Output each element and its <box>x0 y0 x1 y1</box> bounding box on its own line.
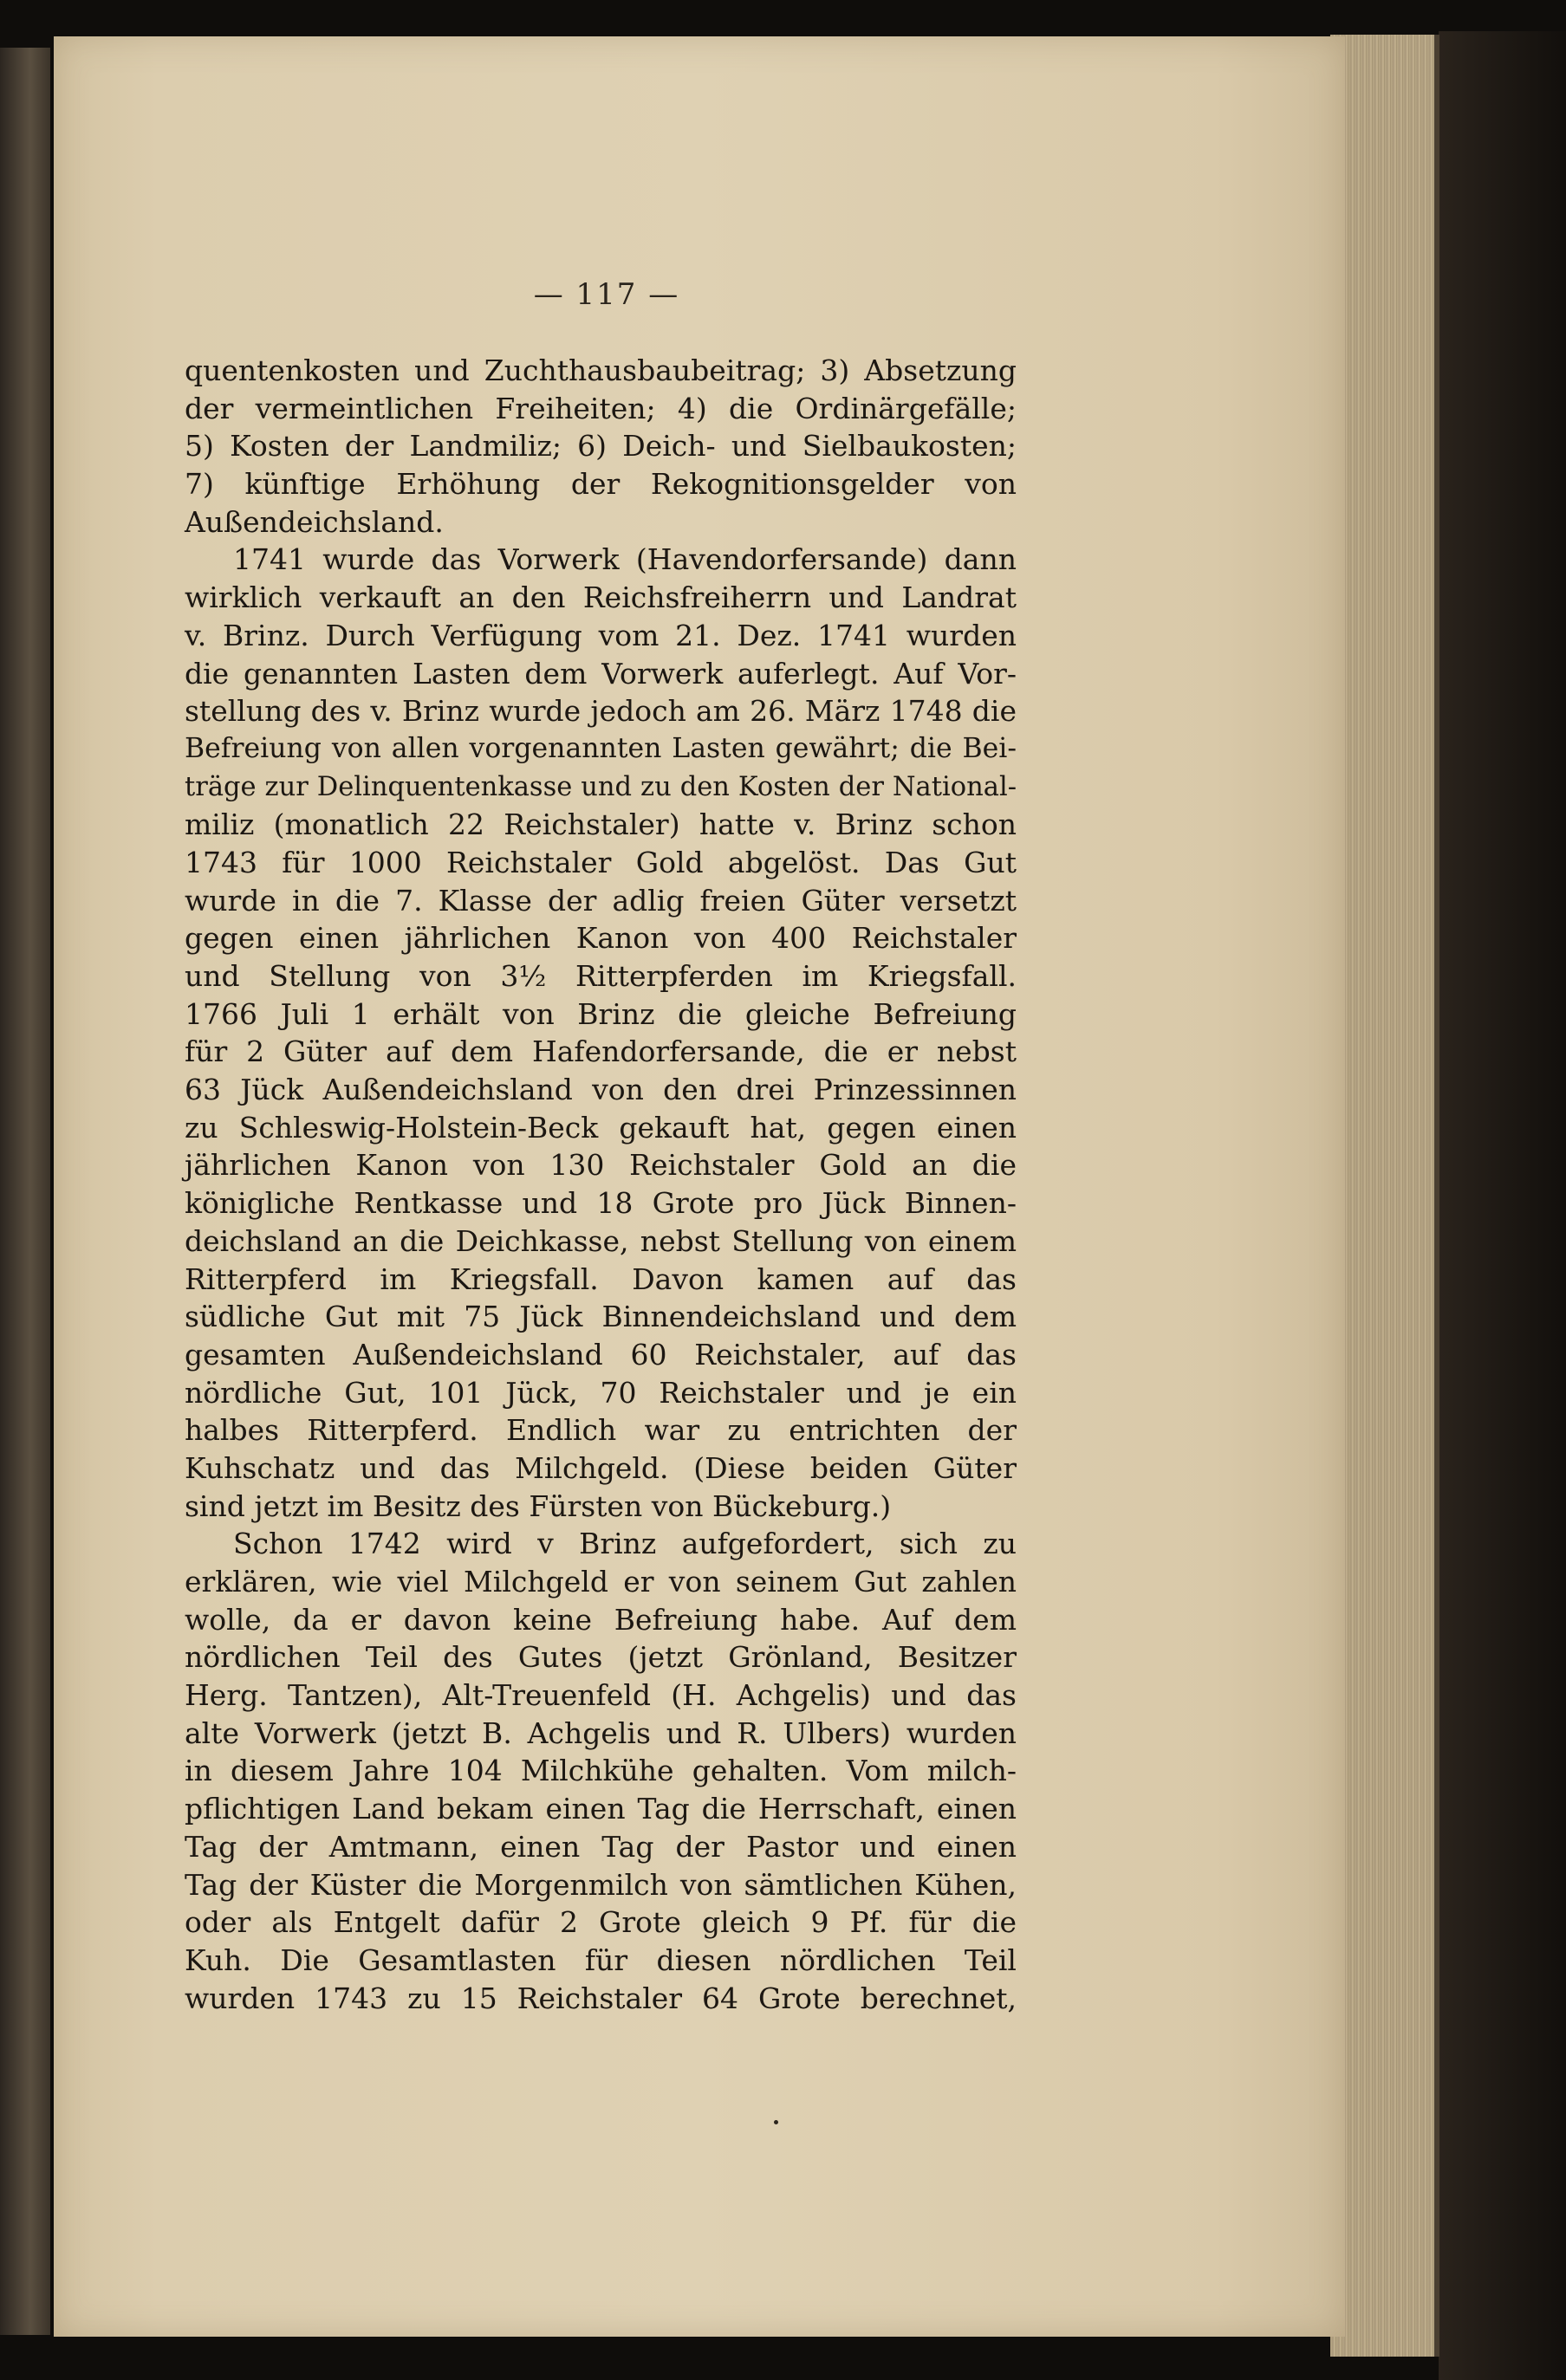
text-line: Befreiung von allen vorgenannten Lasten gewährt; die Bei- <box>185 732 1017 764</box>
text-line: und Stellung von 3½ Ritterpferden im Kriegsfall. <box>185 959 1017 993</box>
text-line: Ritterpferd im Kriegsfall. Davon kamen auf das <box>185 1261 1017 1296</box>
previous-page-edge <box>0 48 50 2335</box>
text-line: der vermeintlichen Freiheiten; 4) die Ordinärgefälle; <box>185 391 1017 425</box>
text-line: wurde in die 7. Klasse der adlig freien Güter versetzt <box>185 883 1017 918</box>
text-line: deichsland an die Deichkasse, nebst Stellung von einem <box>185 1223 1017 1258</box>
text-line: wirklich verkauft an den Reichsfreiherrn und Landrat <box>185 580 1017 615</box>
text-line: jährlichen Kanon von 130 Reichstaler Gold an die <box>185 1148 1017 1183</box>
text-line: für 2 Güter auf dem Hafendorfersande, die er nebst <box>185 1034 1017 1069</box>
text-line: gegen einen jährlichen Kanon von 400 Reichstaler <box>185 921 1017 956</box>
text-line: 5) Kosten der Landmiliz; 6) Deich- und Sielbaukosten; <box>185 429 1017 464</box>
text-line: träge zur Delinquentenkasse und zu den Kosten der National- <box>185 771 1017 802</box>
page-number: — 117 — <box>533 277 680 312</box>
text-line: halbes Ritterpferd. Endlich war zu entrichten der <box>185 1413 1017 1448</box>
text-line: 63 Jück Außendeichsland von den drei Prinzessinnen <box>185 1073 1017 1107</box>
text-line: 1766 Juli 1 erhält von Brinz die gleiche Befreiung <box>185 996 1017 1031</box>
text-line: 7) künftige Erhöhung der Rekognitionsgelder von <box>185 467 1017 502</box>
text-line: 1743 für 1000 Reichstaler Gold abgelöst. Das Gut <box>185 845 1017 879</box>
text-line: südliche Gut mit 75 Jück Binnendeichsland und dem <box>185 1300 1017 1334</box>
text-line: oder als Entgelt dafür 2 Grote gleich 9 Pf. für die <box>185 1905 1017 1940</box>
text-line: Herg. Tantzen), Alt-Treuenfeld (H. Achgelis) und das <box>185 1678 1017 1713</box>
text-line: Tag der Amtmann, einen Tag der Pastor und einen <box>185 1829 1017 1864</box>
text-line: 1741 wurde das Vorwerk (Havendorfersande) dann <box>233 542 1017 577</box>
text-line: sind jetzt im Besitz des Fürsten von Bückeburg.) <box>185 1488 892 1523</box>
text-line: Tag der Küster die Morgenmilch von sämtlichen Kühen, <box>185 1867 1017 1902</box>
page-stack-edge <box>1330 35 1439 2357</box>
text-line: nördlichen Teil des Gutes (jetzt Grönland, Besitzer <box>185 1640 1017 1675</box>
book-shadow <box>1439 31 1566 2380</box>
text-line: wurden 1743 zu 15 Reichstaler 64 Grote berechnet, <box>185 1981 1017 2015</box>
text-line: alte Vorwerk (jetzt B. Achgelis und R. Ulbers) wurden <box>185 1715 1017 1750</box>
text-line: Schon 1742 wird v Brinz aufgefordert, sich zu <box>233 1527 1017 1561</box>
ink-speck <box>774 2120 778 2124</box>
text-line: nördliche Gut, 101 Jück, 70 Reichstaler und je ein <box>185 1375 1017 1410</box>
text-line: in diesem Jahre 104 Milchkühe gehalten. Vom milch- <box>185 1754 1017 1788</box>
body-text <box>185 352 1017 2017</box>
text-line: quentenkosten und Zuchthausbaubeitrag; 3) Absetzung <box>185 353 1017 387</box>
text-line: miliz (monatlich 22 Reichstaler) hatte v. Brinz schon <box>185 807 1017 842</box>
text-line: die genannten Lasten dem Vorwerk auferlegt. Auf Vor- <box>185 656 1017 691</box>
text-line: stellung des v. Brinz wurde jedoch am 26. März 1748 die <box>185 694 1017 729</box>
text-line: königliche Rentkasse und 18 Grote pro Jück Binnen- <box>185 1186 1017 1221</box>
text-line: wolle, da er davon keine Befreiung habe. Auf dem <box>185 1602 1017 1637</box>
text-line: v. Brinz. Durch Verfügung vom 21. Dez. 1741 wurden <box>185 618 1017 652</box>
text-line: zu Schleswig-Holstein-Beck gekauft hat, gegen einen <box>185 1110 1017 1145</box>
text-line: erklären, wie viel Milchgeld er von seinem Gut zahlen <box>185 1565 1017 1599</box>
text-line: Außendeichsland. <box>185 504 444 539</box>
text-line: Kuh. Die Gesamtlasten für diesen nördlichen Teil <box>185 1942 1017 1977</box>
text-line: gesamten Außendeichsland 60 Reichstaler, auf das <box>185 1337 1017 1372</box>
text-line: Kuhschatz und das Milchgeld. (Diese beiden Güter <box>185 1450 1017 1485</box>
text-line: pflichtigen Land bekam einen Tag die Herrschaft, einen <box>185 1792 1017 1826</box>
